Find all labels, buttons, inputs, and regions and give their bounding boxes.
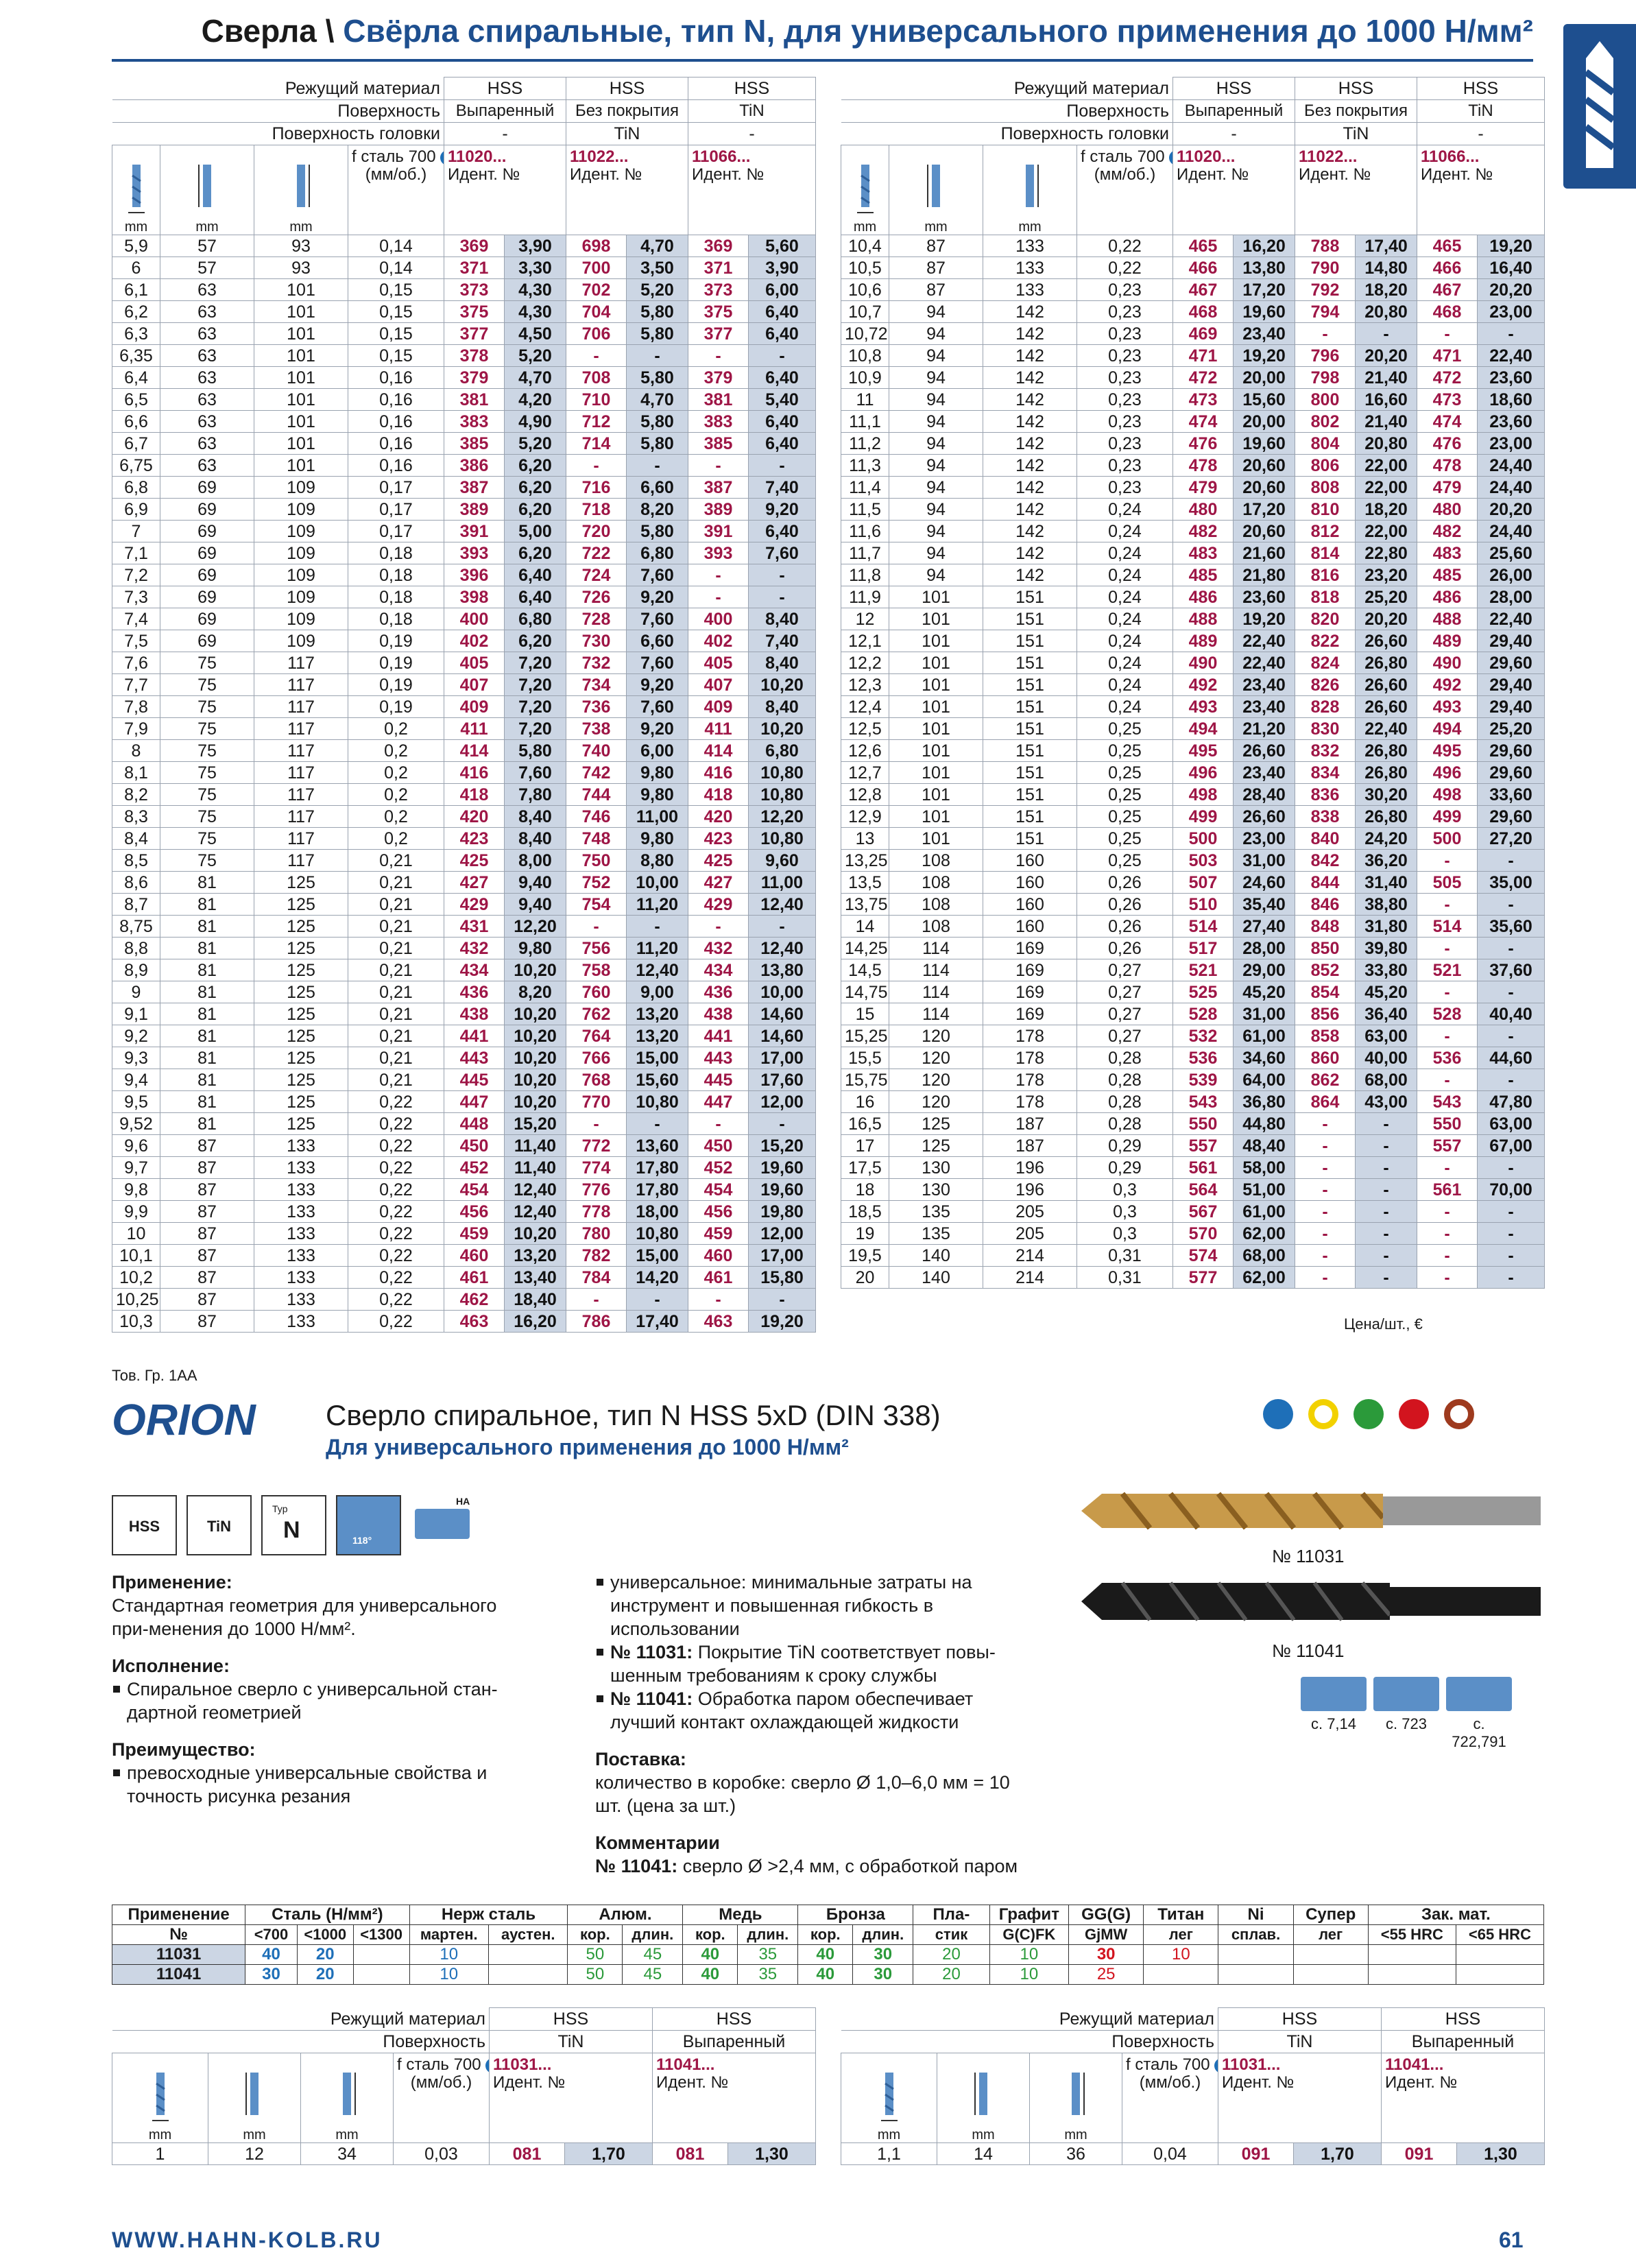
table-row: 8,4 75 117 0,2 423 8,40 748 9,80 423 10,80 [112, 828, 816, 850]
page-title: Сверла \ Свёрла спиральные, тип N, для универсального применения до 1000 Н/мм² [201, 13, 1533, 49]
table-row: 15,5 120 178 0,28 536 34,60 860 40,00 536 44,60 [841, 1047, 1545, 1069]
table-row: 6,4 63 101 0,16 379 4,70 708 5,80 379 6,40 [112, 367, 816, 389]
page-header [0, 0, 1636, 69]
table-row: 10,6 87 133 0,23 467 17,20 792 18,20 467 20,20 [841, 279, 1545, 301]
product-group-note: Тов. Гр. 1AA [112, 1367, 197, 1384]
table-row: 6,5 63 101 0,16 381 4,20 710 4,70 381 5,40 [112, 389, 816, 411]
table-row: 6,6 63 101 0,16 383 4,90 712 5,80 383 6,40 [112, 411, 816, 433]
table-row: 18 130 196 0,3 564 51,00 - - 561 70,00 [841, 1179, 1545, 1201]
table-row: 7 69 109 0,17 391 5,00 720 5,80 391 6,40 [112, 521, 816, 542]
table-row: 12,5 101 151 0,25 494 21,20 830 22,40 494 25,20 [841, 718, 1545, 740]
table-row: 11,6 94 142 0,24 482 20,60 812 22,00 482 24,40 [841, 521, 1545, 542]
table-row: 11,3 94 142 0,23 478 20,60 806 22,00 478 24,40 [841, 455, 1545, 477]
table-row: 10,72 94 142 0,23 469 23,40 - - - - [841, 323, 1545, 345]
advantage-text: превосходные универсальные свойства и точность рисунка резания [112, 1761, 530, 1808]
product-title: Сверло спиральное, тип N HSS 5xD (DIN 338) [326, 1399, 941, 1431]
table-row: 9,3 81 125 0,21 443 10,20 766 15,00 443 17,00 [112, 1047, 816, 1069]
table-row: 8,8 81 125 0,21 432 9,80 756 11,20 432 12,40 [112, 938, 816, 959]
table-row: 1,1 14 36 0,04 091 1,70 091 1,30 [841, 2143, 1545, 2165]
price-per-piece-note: Цена/шт., € [1344, 1315, 1423, 1333]
table-row: 15,75 120 178 0,28 539 64,00 862 68,00 - - [841, 1069, 1545, 1091]
description-left [112, 1571, 530, 1808]
hss-badge: HSS [112, 1495, 177, 1555]
application-text: Стандартная геометрия для универсального при-менения до 1000 Н/мм². [112, 1595, 497, 1639]
orion-logo [112, 1399, 317, 1445]
feed-header: f сталь 700 (мм/об.) [1077, 145, 1173, 235]
table-row: 11,9 101 151 0,24 486 23,60 818 25,20 486 28,00 [841, 586, 1545, 608]
list-icon [1301, 1677, 1367, 1711]
website-url[interactable]: WWW.HAHN-KOLB.RU [112, 2228, 383, 2252]
table-row: 18,5 135 205 0,3 567 61,00 - - - - [841, 1201, 1545, 1223]
table-row: 11,5 94 142 0,24 480 17,20 810 18,20 480 20,20 [841, 499, 1545, 521]
table-row: 6 57 93 0,14 371 3,30 700 3,50 371 3,90 [112, 257, 816, 279]
table-row: 19 135 205 0,3 570 62,00 - - - - [841, 1223, 1545, 1245]
table-row: 16,5 125 187 0,28 550 44,80 - - 550 63,00 [841, 1113, 1545, 1135]
drill-category-tab[interactable] [1563, 24, 1636, 189]
ref-catalog[interactable]: с. 7,14 [1299, 1677, 1368, 1733]
table-row: 11,1 94 142 0,23 474 20,00 802 21,40 474 23,60 [841, 411, 1545, 433]
table-row: 8,3 75 117 0,2 420 8,40 746 11,00 420 12,20 [112, 806, 816, 828]
table-row: 14 108 160 0,26 514 27,40 848 31,80 514 35,60 [841, 916, 1545, 938]
material-row: Режущий материал HSS HSS HSS [841, 77, 1545, 100]
price-note-row [841, 1289, 1545, 1309]
property-badges [112, 1495, 485, 1555]
table-row: 6,7 63 101 0,16 385 5,20 714 5,80 385 6,40 [112, 433, 816, 455]
table-row: 17,5 130 196 0,29 561 58,00 - - - - [841, 1157, 1545, 1179]
table-row: 6,2 63 101 0,15 375 4,30 704 5,80 375 6,40 [112, 301, 816, 323]
table-row: 19,5 140 214 0,31 574 68,00 - - - - [841, 1245, 1545, 1267]
table-row: 7,8 75 117 0,19 409 7,20 736 7,60 409 8,40 [112, 696, 816, 718]
product-subtitle: Для универсального применения до 1000 Н/мм² [326, 1435, 849, 1459]
table-row: 20 140 214 0,31 577 62,00 - - - - [841, 1267, 1545, 1289]
execution-text: Спиральное сверло с универсальной стан-дартной геометрией [112, 1678, 530, 1724]
table-row: 13 101 151 0,25 500 23,00 840 24,20 500 27,20 [841, 828, 1545, 850]
table-row: 11,8 94 142 0,24 485 21,80 816 23,20 485 26,00 [841, 564, 1545, 586]
table-row: 10,9 94 142 0,23 472 20,00 798 21,40 472 23,60 [841, 367, 1545, 389]
table-row: 9,52 81 125 0,22 448 15,20 - - - - [112, 1113, 816, 1135]
head-row: Поверхность головки - TiN - [841, 123, 1545, 145]
table-row: 7,7 75 117 0,19 407 7,20 734 9,20 407 10,20 [112, 674, 816, 696]
table-row: 12,8 101 151 0,25 498 28,40 836 30,20 498 33,60 [841, 784, 1545, 806]
advantage-heading: Преимущество: [112, 1739, 256, 1760]
point-angle-badge: 118° [336, 1495, 401, 1555]
table-row: 8 75 117 0,2 414 5,80 740 6,00 414 6,80 [112, 740, 816, 762]
table-row: 6,8 69 109 0,17 387 6,20 716 6,60 387 7,40 [112, 477, 816, 499]
bullet-11041: № 11041: Обработка паром обеспечивает лучший контакт охлаждающей жидкости [595, 1687, 1034, 1734]
table-row: 12,9 101 151 0,25 499 26,60 838 26,80 499 29,60 [841, 806, 1545, 828]
price-table-right [841, 77, 1545, 1308]
total-length-icon: mm [254, 145, 348, 235]
table-row: 8,2 75 117 0,2 418 7,80 744 9,80 418 10,80 [112, 784, 816, 806]
drill-11041-image [1081, 1577, 1541, 1629]
table-row: 9,7 87 133 0,22 452 11,40 774 17,80 452 19,60 [112, 1157, 816, 1179]
table-row: 15,25 120 178 0,27 532 61,00 858 63,00 - - [841, 1025, 1545, 1047]
table-row: 9,9 87 133 0,22 456 12,40 778 18,00 456 19,80 [112, 1201, 816, 1223]
diameter-icon: mm [841, 145, 889, 235]
table-row: 10,3 87 133 0,22 463 16,20 786 17,40 463 19,20 [112, 1311, 816, 1333]
table-row: 8,1 75 117 0,2 416 7,60 742 9,80 416 10,80 [112, 762, 816, 784]
steel-dot-icon [440, 150, 444, 165]
table-row: 13,5 108 160 0,26 507 24,60 844 31,40 505 35,00 [841, 872, 1545, 894]
material-circle-blue [1263, 1399, 1293, 1429]
table-row: 15 114 169 0,27 528 31,00 856 36,40 528 40,40 [841, 1003, 1545, 1025]
table-row: 9,5 81 125 0,22 447 10,20 770 10,80 447 12,00 [112, 1091, 816, 1113]
table-row: 17 125 187 0,29 557 48,40 - - 557 67,00 [841, 1135, 1545, 1157]
bullet-universal: универсальное: минимальные затраты на инструмент и повышенная гибкость в использовании [595, 1571, 1034, 1640]
price-table-left [112, 77, 816, 1333]
table-row: 5,9 57 93 0,14 369 3,90 698 4,70 369 5,60 [112, 235, 816, 257]
table-row: 10,25 87 133 0,22 462 18,40 - - - - [112, 1289, 816, 1311]
table-row: 7,5 69 109 0,19 402 6,20 730 6,60 402 7,40 [112, 630, 816, 652]
material-circle-red [1399, 1399, 1429, 1429]
page-references [1299, 1677, 1517, 1751]
table-row: 9,8 87 133 0,22 454 12,40 776 17,80 454 19,60 [112, 1179, 816, 1201]
application-heading: Применение: [112, 1572, 232, 1592]
icon-header-row: mm mm mm f сталь 700 (мм/об.) 11020... Идент. № 11022... Идент. № 11066... Идент. № [112, 145, 816, 235]
type-n-badge: Typ N [261, 1495, 326, 1555]
table-row: 12,4 101 151 0,24 493 23,40 828 26,60 493 29,40 [841, 696, 1545, 718]
table-row: 11,7 94 142 0,24 483 21,60 814 22,80 483 25,60 [841, 542, 1545, 564]
material-circle-yellow [1308, 1399, 1338, 1429]
comments-heading: Комментарии [595, 1833, 720, 1853]
small-table-left: Режущий материал HSS HSS Поверхность TiN Выпаренный mm mm mm f сталь 700 (мм/об.) 11031... Идент. № 11041... Идент. № 1 12 34 0,03 081 1,70 081 1,30 [112, 2007, 816, 2165]
head-row: Поверхность головки - TiN - [112, 123, 816, 145]
drill-11031-caption: № 11031 [1272, 1546, 1345, 1566]
table-row: 14,25 114 169 0,26 517 28,00 850 39,80 - - [841, 938, 1545, 959]
ref-holder[interactable]: с. 723 [1372, 1677, 1441, 1733]
tin-badge: TiN [187, 1495, 252, 1555]
table-row: 1 12 34 0,03 081 1,70 081 1,30 [112, 2143, 816, 2165]
header-rule [112, 59, 1533, 62]
table-row: 12,1 101 151 0,24 489 22,40 822 26,60 489 29,40 [841, 630, 1545, 652]
flute-length-icon: mm [889, 145, 983, 235]
drill-chuck-icon [1446, 1677, 1512, 1711]
execution-heading: Исполнение: [112, 1656, 230, 1676]
diameter-icon: mm [112, 145, 160, 235]
surface-row: Поверхность Выпаренный Без покрытия TiN [112, 100, 816, 123]
table-row: 6,75 63 101 0,16 386 6,20 - - - - [112, 455, 816, 477]
table-row: 12 101 151 0,24 488 19,20 820 20,20 488 22,40 [841, 608, 1545, 630]
comments-text: № 11041: сверло Ø >2,4 мм, с обработкой паром [595, 1856, 1018, 1876]
table-row: 9,6 87 133 0,22 450 11,40 772 13,60 450 15,20 [112, 1135, 816, 1157]
table-row: 12,3 101 151 0,24 492 23,40 826 26,60 492 29,40 [841, 674, 1545, 696]
table-row: 8,7 81 125 0,21 429 9,40 754 11,20 429 12,40 [112, 894, 816, 916]
application-table: Применение Сталь (Н/мм²) Нерж сталь Алюм. Медь Бронза Пла- Графит GG(G) Титан Ni Супер Зак. мат. № <700 <1000 <1300 мартен. аустен. кор. длин. кор. длин. кор. длин. стик G(C)FK GjMW лег сплав. лег <55 HRC <65 HRC 11031 40 20 10 50 45 40 35 40 30 20 10 30 10 11041 30 20 10 50 45 40 35 40 30 20 10 25 [112, 1905, 1544, 1985]
table-row: 10,1 87 133 0,22 460 13,20 782 15,00 460 17,00 [112, 1245, 816, 1267]
table-row: 9,2 81 125 0,21 441 10,20 764 13,20 441 14,60 [112, 1025, 816, 1047]
table-row: 10 87 133 0,22 459 10,20 780 10,80 459 12,00 [112, 1223, 816, 1245]
table-row: 14,75 114 169 0,27 525 45,20 854 45,20 - - [841, 981, 1545, 1003]
table-row: 6,35 63 101 0,15 378 5,20 - - - - [112, 345, 816, 367]
material-row: Режущий материал HSS HSS HSS [112, 77, 816, 100]
table-row: 10,8 94 142 0,23 471 19,20 796 20,20 471 22,40 [841, 345, 1545, 367]
feed-header: f сталь 700 (мм/об.) [348, 145, 444, 235]
table-row: 11031 40 20 10 50 45 40 35 40 30 20 10 30 10 [112, 1945, 1544, 1965]
material-circle-brown [1444, 1399, 1474, 1429]
page-number: 61 [1499, 2228, 1524, 2252]
table-row: 7,2 69 109 0,18 396 6,40 724 7,60 - - [112, 564, 816, 586]
supply-text: количество в коробке: сверло Ø 1,0–6,0 мм = 10 шт. (цена за шт.) [595, 1772, 1010, 1816]
material-color-codes [1263, 1399, 1489, 1433]
table-row: 7,9 75 117 0,2 411 7,20 738 9,20 411 10,20 [112, 718, 816, 740]
table-row: 16 120 178 0,28 543 36,80 864 43,00 543 47,80 [841, 1091, 1545, 1113]
table-row: 13,75 108 160 0,26 510 35,40 846 38,80 - - [841, 894, 1545, 916]
steel-dot-icon [1169, 150, 1172, 165]
flute-length-icon: mm [160, 145, 254, 235]
table-row: 8,9 81 125 0,21 434 10,20 758 12,40 434 13,80 [112, 959, 816, 981]
drill-11041-caption: № 11041 [1272, 1640, 1345, 1661]
shank-ha-badge: HA [411, 1495, 476, 1555]
table-row: 6,1 63 101 0,15 373 4,30 702 5,20 373 6,00 [112, 279, 816, 301]
table-row: 10,4 87 133 0,22 465 16,20 788 17,40 465 19,20 [841, 235, 1545, 257]
table-row: 8,75 81 125 0,21 431 12,20 - - - - [112, 916, 816, 938]
table-row: 13,25 108 160 0,25 503 31,00 842 36,20 - - [841, 850, 1545, 872]
table-row: 12,2 101 151 0,24 490 22,40 824 26,80 490 29,60 [841, 652, 1545, 674]
table-row: 11041 30 20 10 50 45 40 35 40 30 20 10 25 [112, 1965, 1544, 1985]
small-table-right: Режущий материал HSS HSS Поверхность TiN Выпаренный mm mm mm f сталь 700 (мм/об.) 11031... Идент. № 11041... Идент. № 1,1 14 36 0,04 091 1,70 091 1,30 [841, 2007, 1545, 2165]
table-row: 12,6 101 151 0,25 495 26,60 832 26,80 495 29,60 [841, 740, 1545, 762]
table-row: 7,3 69 109 0,18 398 6,40 726 9,20 - - [112, 586, 816, 608]
table-row: 10,2 87 133 0,22 461 13,40 784 14,20 461 15,80 [112, 1267, 816, 1289]
table-row: 6,3 63 101 0,15 377 4,50 706 5,80 377 6,40 [112, 323, 816, 345]
table-row: 11 94 142 0,23 473 15,60 800 16,60 473 18,60 [841, 389, 1545, 411]
icon-header-row: mm mm mm f сталь 700 (мм/об.) 11020... Идент. № 11022... Идент. № 11066... Идент. № [841, 145, 1545, 235]
table-row: 7,4 69 109 0,18 400 6,80 728 7,60 400 8,40 [112, 608, 816, 630]
table-row: 6,9 69 109 0,17 389 6,20 718 8,20 389 9,20 [112, 499, 816, 521]
total-length-icon: mm [983, 145, 1077, 235]
drill-11031-image [1081, 1487, 1541, 1538]
table-row: 8,5 75 117 0,21 425 8,00 750 8,80 425 9,60 [112, 850, 816, 872]
table-row: 12,7 101 151 0,25 496 23,40 834 26,80 496 29,60 [841, 762, 1545, 784]
table-row: 9,1 81 125 0,21 438 10,20 762 13,20 438 14,60 [112, 1003, 816, 1025]
surface-row: Поверхность Выпаренный Без покрытия TiN [841, 100, 1545, 123]
table-row: 10,5 87 133 0,22 466 13,80 790 14,80 466 16,40 [841, 257, 1545, 279]
chuck-icon [1373, 1677, 1439, 1711]
table-row: 7,1 69 109 0,18 393 6,20 722 6,80 393 7,60 [112, 542, 816, 564]
table-row: 10,7 94 142 0,23 468 19,60 794 20,80 468 23,00 [841, 301, 1545, 323]
brand-name: ORION [112, 1399, 256, 1442]
table-row: 9,4 81 125 0,21 445 10,20 768 15,60 445 17,60 [112, 1069, 816, 1091]
table-row: 8,6 81 125 0,21 427 9,40 752 10,00 427 11,00 [112, 872, 816, 894]
supply-heading: Поставка: [595, 1749, 686, 1769]
table-row: 11,2 94 142 0,23 476 19,60 804 20,80 476 23,00 [841, 433, 1545, 455]
description-right [595, 1571, 1034, 1878]
bullet-11031: № 11031: Покрытие TiN соответствует повы-шенным требованиям к сроку службы [595, 1640, 1034, 1687]
table-row: 11,4 94 142 0,23 479 20,60 808 22,00 479 24,40 [841, 477, 1545, 499]
drill-bit-icon [1576, 38, 1624, 175]
material-circle-green [1354, 1399, 1384, 1429]
table-row: 7,6 75 117 0,19 405 7,20 732 7,60 405 8,40 [112, 652, 816, 674]
ref-drill-chuck[interactable]: с. 722,791 [1445, 1677, 1513, 1751]
table-row: 14,5 114 169 0,27 521 29,00 852 33,80 521 37,60 [841, 959, 1545, 981]
table-row: 9 81 125 0,21 436 8,20 760 9,00 436 10,00 [112, 981, 816, 1003]
